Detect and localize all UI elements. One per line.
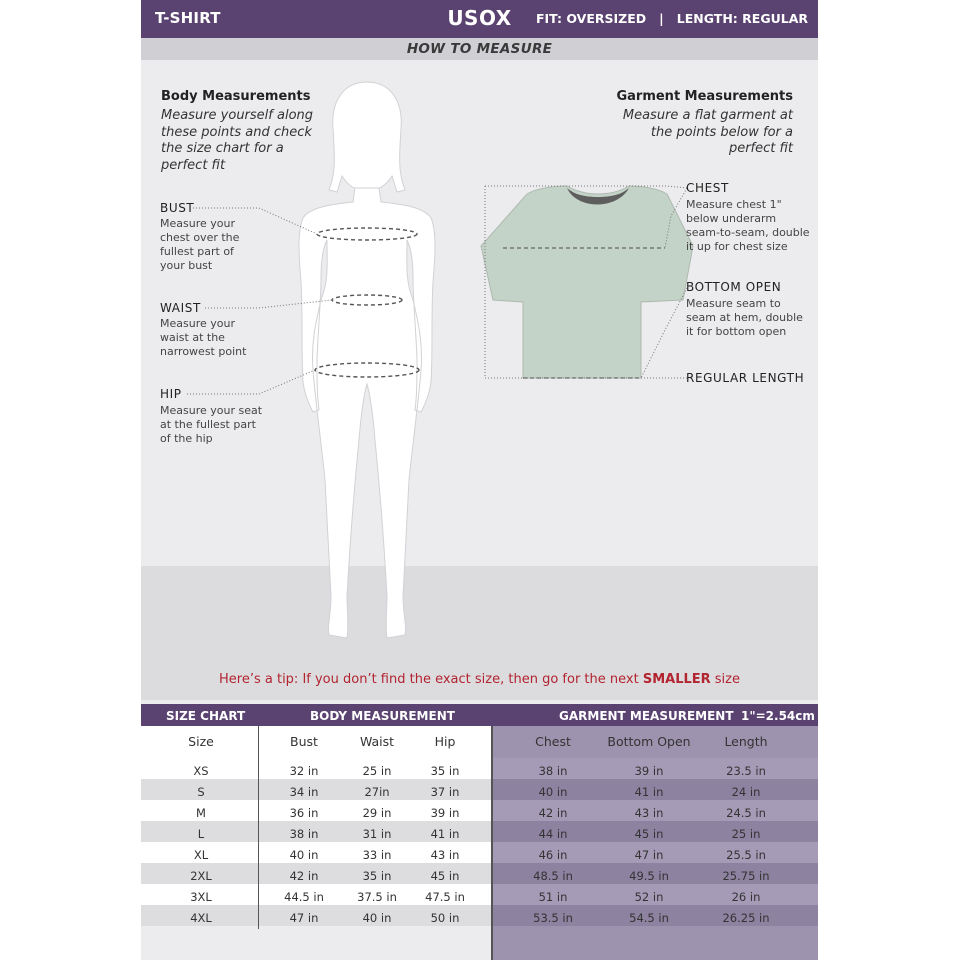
cell-bust: 47 in [289, 911, 319, 925]
cell-waist: 31 in [362, 827, 392, 841]
cell-size: 4XL [190, 911, 212, 925]
cell-bust: 40 in [289, 848, 319, 862]
cell-size: M [196, 806, 206, 820]
cell-size: L [197, 827, 205, 841]
body-measurement-group: BODY MEASUREMENT [310, 709, 455, 723]
size-guide-page [141, 0, 818, 960]
cell-chest: 44 in [538, 827, 568, 841]
cell-bottom-open: 39 in [634, 764, 664, 778]
cell-chest: 46 in [538, 848, 568, 862]
chest-desc: Measure chest 1" below underarm seam-to-seam, double it up for chest size [686, 198, 810, 253]
garment-measurements-desc: Measure a flat garment at the points below for a perfect fit [622, 108, 793, 156]
garment-measurement-group: GARMENT MEASUREMENT [559, 709, 734, 723]
cell-bottom-open: 54.5 in [629, 911, 669, 925]
cell-length: 25 in [731, 827, 761, 841]
cell-waist: 33 in [362, 848, 392, 862]
cell-length: 23.5 in [726, 764, 766, 778]
col-bust: Bust [290, 734, 318, 749]
col-size: Size [188, 734, 214, 749]
inch-cm-conversion: 1"=2.54cm [741, 709, 815, 723]
cell-length: 25.75 in [722, 869, 770, 883]
cell-size: S [197, 785, 205, 799]
body-measurements-title: Body Measurements [161, 89, 311, 104]
cell-bottom-open: 49.5 in [629, 869, 669, 883]
cell-waist: 25 in [362, 764, 392, 778]
cell-hip: 37 in [430, 785, 460, 799]
cell-chest: 51 in [538, 890, 568, 904]
cell-size: XL [193, 848, 209, 862]
cell-length: 24 in [731, 785, 761, 799]
how-to-measure-title: HOW TO MEASURE [406, 41, 553, 57]
col-chest: Chest [535, 734, 571, 749]
bottom-open-desc: Measure seam to seam at hem, double it for bottom open [686, 297, 803, 338]
fit-length-info: FIT: OVERSIZED | LENGTH: REGULAR [535, 11, 808, 26]
cell-bottom-open: 43 in [634, 806, 664, 820]
cell-size: 3XL [190, 890, 212, 904]
col-bottom-open: Bottom Open [607, 734, 691, 749]
col-length: Length [724, 734, 768, 749]
cell-waist: 27in [364, 785, 390, 799]
cell-bust: 44.5 in [284, 890, 324, 904]
col-waist: Waist [359, 734, 395, 749]
cell-length: 26.25 in [722, 911, 770, 925]
cell-length: 26 in [731, 890, 761, 904]
col-hip: Hip [434, 734, 456, 749]
bust-desc: Measure your chest over the fullest part of your bust [160, 217, 240, 272]
hip-label: HIP [160, 387, 182, 401]
cell-bust: 36 in [289, 806, 319, 820]
cell-chest: 38 in [538, 764, 568, 778]
cell-size: XS [193, 764, 209, 778]
cell-size: 2XL [190, 869, 212, 883]
body-measurements-desc: Measure yourself along these points and check the size chart for a perfect fit [161, 108, 314, 173]
waist-label: WAIST [160, 301, 201, 315]
cell-bust: 32 in [289, 764, 319, 778]
size-chart-header [141, 704, 818, 726]
cell-waist: 37.5 in [357, 890, 397, 904]
size-chart-table [141, 726, 818, 960]
cell-hip: 39 in [430, 806, 460, 820]
cell-bottom-open: 41 in [634, 785, 664, 799]
chest-label: CHEST [686, 181, 729, 195]
cell-chest: 42 in [538, 806, 568, 820]
cell-hip: 35 in [430, 764, 460, 778]
cell-length: 25.5 in [726, 848, 766, 862]
cell-bust: 38 in [289, 827, 319, 841]
cell-waist: 35 in [362, 869, 392, 883]
tshirt-icon [481, 186, 693, 378]
cell-bust: 34 in [289, 785, 319, 799]
hip-desc: Measure your seat at the fullest part of the hip [160, 404, 263, 445]
cell-length: 24.5 in [726, 806, 766, 820]
table-header-row [141, 726, 818, 758]
cell-hip: 41 in [430, 827, 460, 841]
cell-waist: 29 in [362, 806, 392, 820]
cell-chest: 53.5 in [533, 911, 573, 925]
bottom-open-label: BOTTOM OPEN [686, 280, 782, 294]
cell-bust: 42 in [289, 869, 319, 883]
cell-waist: 40 in [362, 911, 392, 925]
cell-hip: 47.5 in [425, 890, 465, 904]
bust-label: BUST [160, 201, 195, 215]
cell-bottom-open: 52 in [634, 890, 664, 904]
size-chart-title: SIZE CHART [166, 709, 246, 723]
garment-measurements-title: Garment Measurements [616, 89, 793, 104]
regular-length-label: REGULAR LENGTH [686, 371, 805, 385]
cell-bottom-open: 45 in [634, 827, 664, 841]
brand-name: USOX [447, 6, 512, 30]
cell-hip: 50 in [430, 911, 460, 925]
product-type: T-SHIRT [155, 9, 221, 27]
cell-chest: 40 in [538, 785, 568, 799]
waist-desc: Measure your waist at the narrowest point [160, 317, 247, 358]
body-silhouette-icon [299, 82, 435, 638]
cell-chest: 48.5 in [533, 869, 573, 883]
cell-hip: 43 in [430, 848, 460, 862]
size-tip: Here’s a tip: If you don’t find the exact size, then go for the next SMALLER size [219, 672, 740, 687]
cell-bottom-open: 47 in [634, 848, 664, 862]
cell-hip: 45 in [430, 869, 460, 883]
